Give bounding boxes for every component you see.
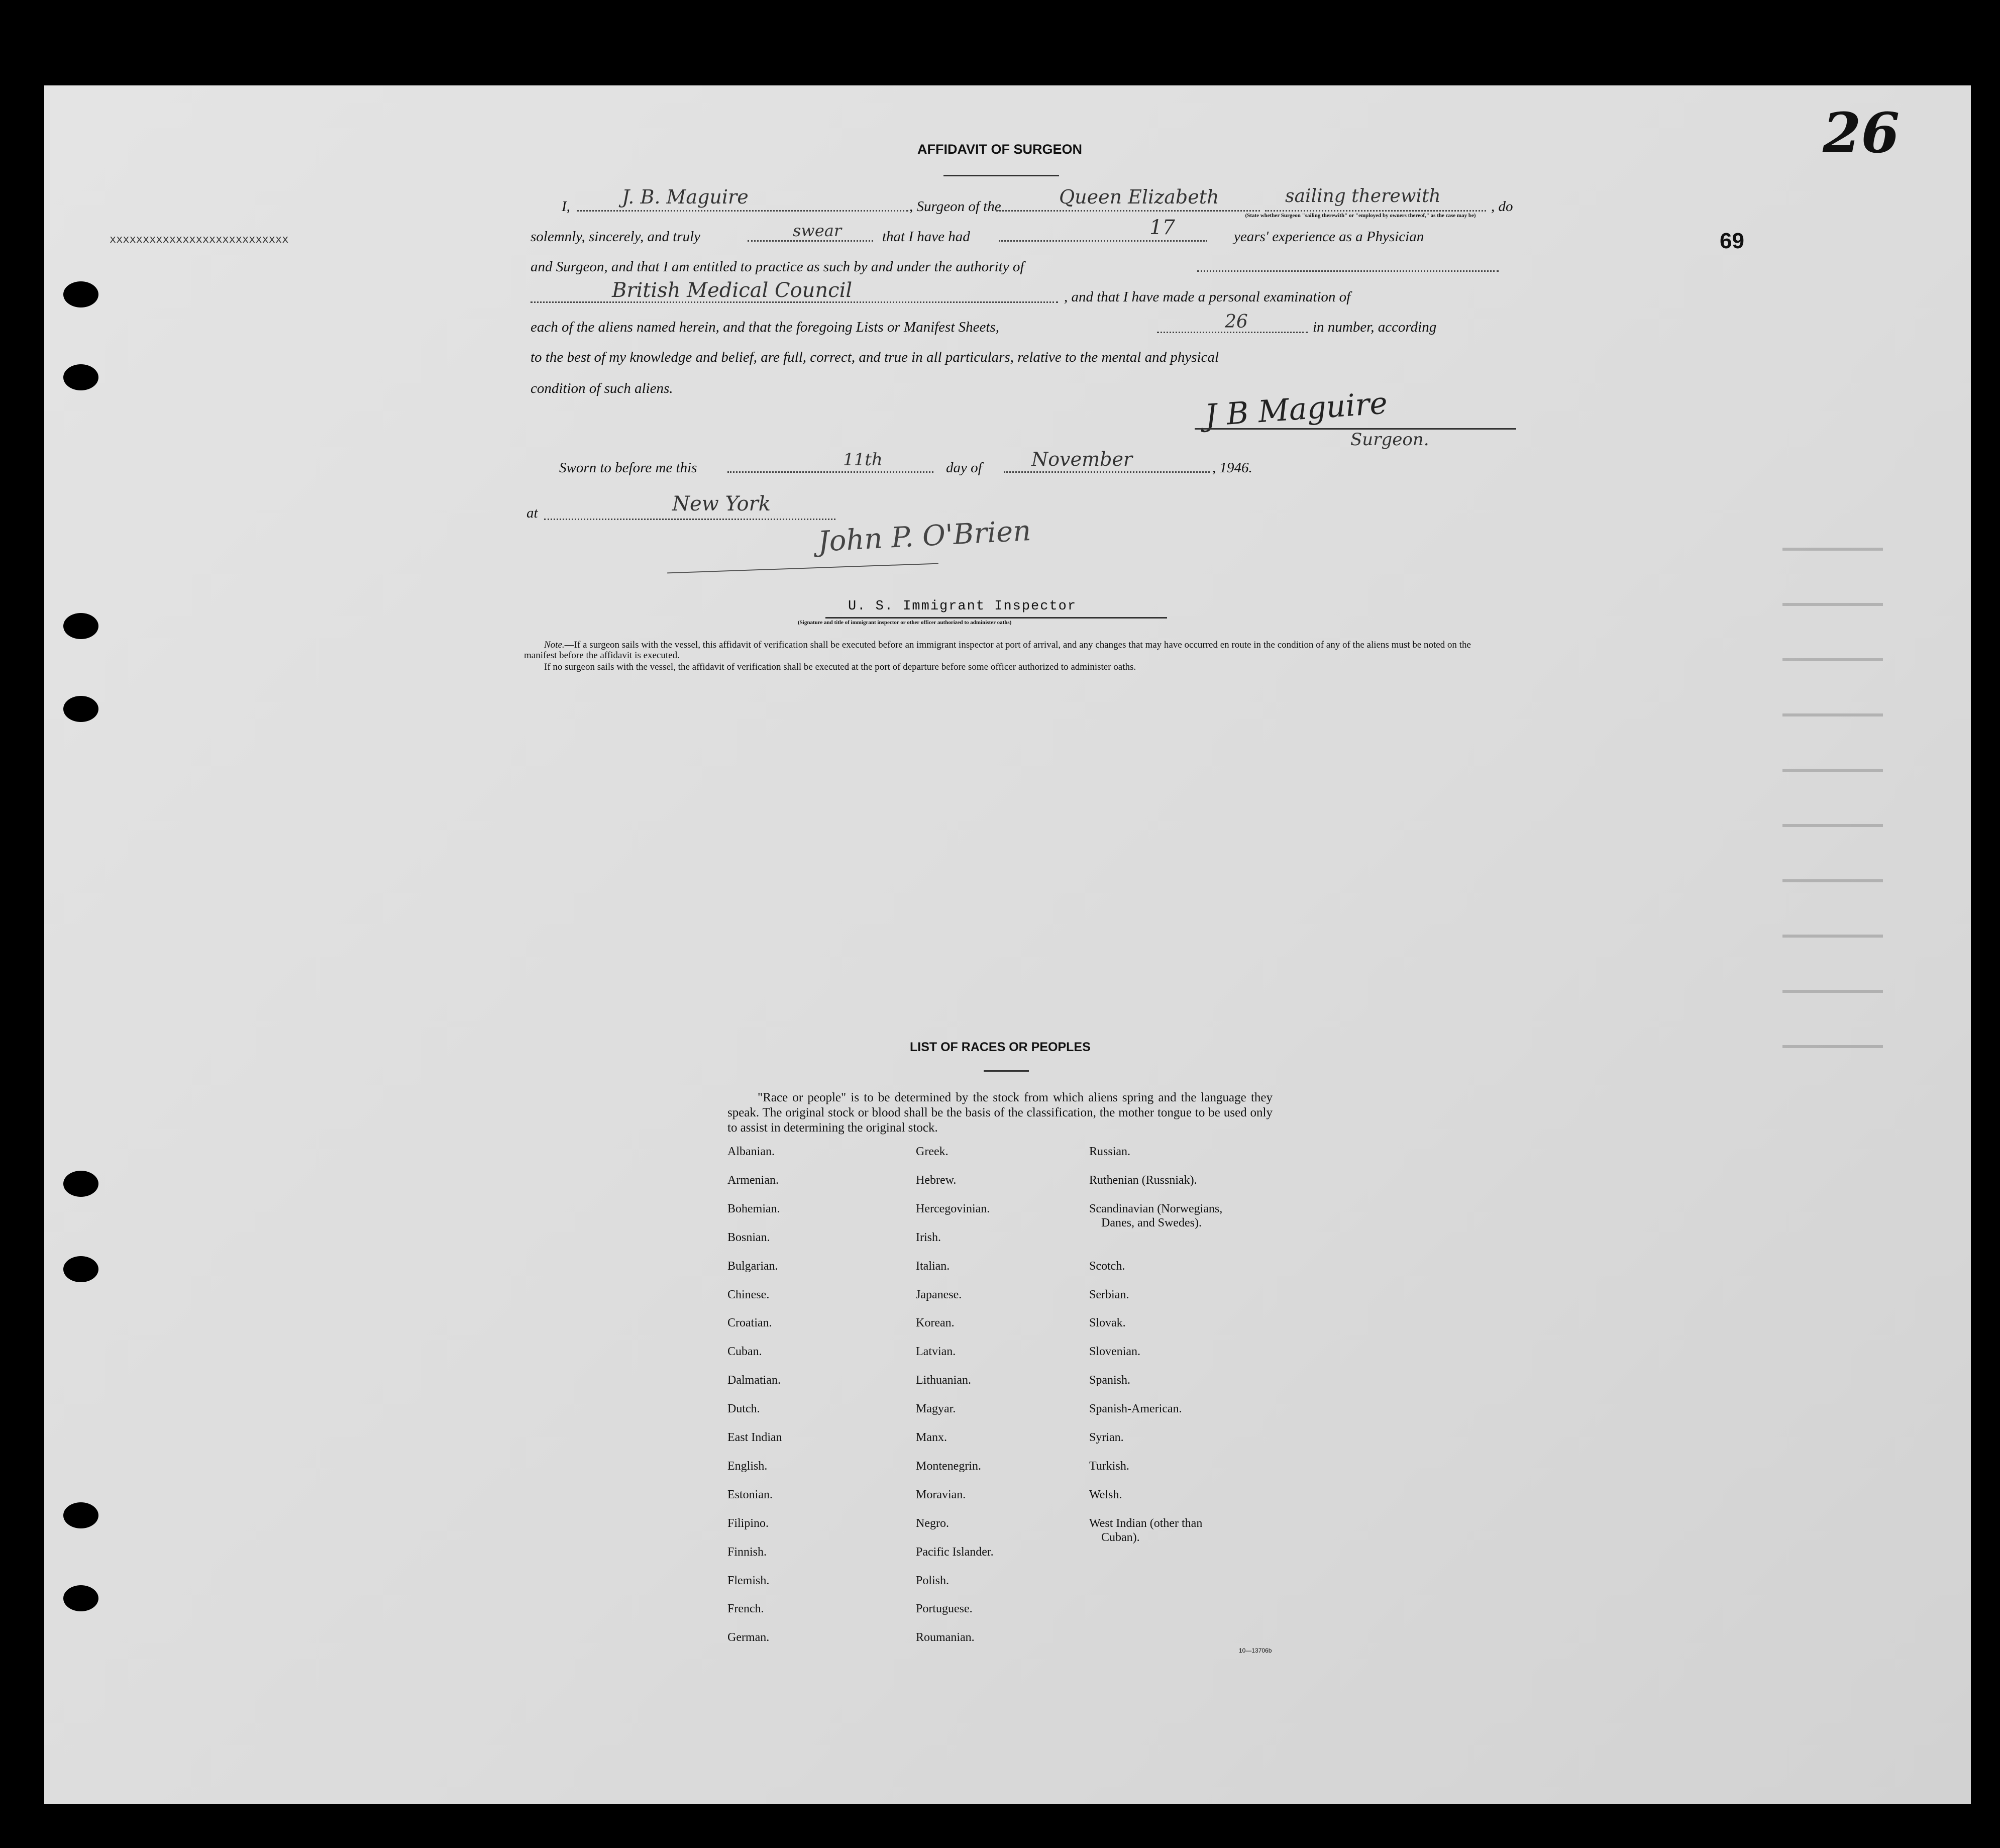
affidavit-text: each of the aliens named herein, and that the foregoing Lists or Manifest Sheets, [531,319,999,335]
race-item: Flemish. [727,1574,770,1587]
sworn-day: 11th [843,450,883,470]
footnote [524,640,1504,661]
race-item: Spanish. [1089,1374,1131,1387]
sworn-text: day of [946,460,982,476]
inspector-caption: (Signature and title of immigrant inspector or other officer authorized to administer oaths) [798,620,1012,626]
race-item: French. [727,1602,764,1616]
race-item: Polish. [916,1574,950,1587]
punch-hole [63,1502,98,1528]
affidavit-text: to the best of my knowledge and belief, are full, correct, and true in all particulars, relative to the mental and physical [531,349,1219,365]
race-item: Welsh. [1089,1488,1122,1501]
years-experience: 17 [1149,216,1175,239]
note-text: —If a surgeon sails with the vessel, this affidavit of verification shall be executed before an immigrant inspector at port of arrival, and any changes that may have occurred en route in the condition of any of the aliens must be noted on the manifest before the affidavit is executed. [524,640,1471,661]
note-label: Note. [544,640,565,650]
race-item: Korean. [916,1316,955,1330]
affidavit-text: , do [1491,198,1513,215]
signature-title: Surgeon. [1350,430,1429,450]
vessel-name: Queen Elizabeth [1059,186,1219,208]
punch-hole [63,1585,98,1611]
race-item: Bohemian. [727,1202,780,1215]
edge-marks [1782,518,1883,1095]
punch-hole [63,364,98,390]
race-item: Spanish-American. [1089,1402,1182,1416]
affidavit-text: , and that I have made a personal examination of [1064,289,1351,305]
surgeon-signature: J B Maguire [1204,385,1389,434]
affidavit-text: I, [562,198,570,215]
at-label: at [527,505,538,521]
race-item: Roumanian. [916,1631,975,1645]
race-item: Magyar. [916,1402,956,1416]
race-item: Dalmatian. [727,1374,781,1387]
oath-word: swear [793,221,842,240]
race-item: Pacific Islander. [916,1545,994,1559]
footnote-second: If no surgeon sails with the vessel, the affidavit of verification shall be executed at the port of departure before some officer authorized to administer oaths. [544,662,1136,672]
sailing-status: sailing therewith [1285,186,1441,207]
races-intro: "Race or people" is to be determined by the stock from which aliens spring and the language they speak. The original stock or blood shall be the basis of the classification, the mother tongue to be used only to assist in determining the original stock. [727,1091,1273,1135]
race-item: Chinese. [727,1288,770,1301]
race-item: Negro. [916,1516,949,1530]
race-item: Croatian. [727,1316,772,1330]
race-item: Scotch. [1089,1259,1125,1273]
document-page [44,85,1971,1804]
race-item: Latvian. [916,1345,956,1359]
surgeon-name: J. B. Maguire [622,186,749,208]
fill-line [996,210,1260,212]
affidavit-text: solemnly, sincerely, and truly [531,229,701,245]
inspector-underline [667,563,938,574]
fill-line [1265,210,1486,212]
form-code: 10—13706b [1239,1647,1272,1654]
race-item: Greek. [916,1145,949,1158]
title-rule [943,175,1059,176]
fill-line [1197,270,1499,272]
race-item: Ruthenian (Russniak). [1089,1173,1197,1187]
race-item: Manx. [916,1431,947,1444]
race-item: Bosnian. [727,1230,770,1244]
race-item: English. [727,1459,768,1473]
sheet-count: 26 [1225,312,1248,332]
affidavit-text: and Surgeon, and that I am entitled to practice as such by and under the authority of [531,259,1024,275]
fill-line [999,240,1207,242]
race-item: Scandinavian (Norwegians, Danes, and Swedes). [1089,1202,1223,1229]
race-item: Slovak. [1089,1316,1126,1330]
race-item: Russian. [1089,1145,1131,1158]
race-item: Japanese. [916,1288,962,1301]
fill-line [544,519,835,520]
race-item: Estonian. [727,1488,773,1501]
race-item: Moravian. [916,1488,966,1501]
race-item: Albanian. [727,1145,775,1158]
race-item: Dutch. [727,1402,760,1416]
fill-line [748,240,873,242]
corner-number: 26 [1823,100,1900,165]
punch-hole [63,281,98,307]
race-item: Finnish. [727,1545,767,1559]
sworn-month: November [1031,448,1133,470]
licensing-authority: British Medical Council [612,279,853,302]
race-item: Italian. [916,1259,950,1273]
race-item: German. [727,1631,770,1645]
race-item: Montenegrin. [916,1459,981,1473]
fill-line [1004,471,1210,473]
race-item: Serbian. [1089,1288,1129,1301]
races-title: LIST OF RACES OR PEOPLES [910,1040,1091,1054]
punch-hole [63,1171,98,1197]
race-item: Portuguese. [916,1602,973,1616]
inspector-line [825,617,1167,619]
punch-hole [63,696,98,722]
state-note: (State whether Surgeon "sailing therewith" or "employed by owners thereof," as the case may be) [1245,213,1476,219]
race-item: Syrian. [1089,1431,1124,1444]
race-item: Irish. [916,1230,941,1244]
race-item: Armenian. [727,1173,779,1187]
inspector-title: U. S. Immigrant Inspector [848,599,1077,614]
race-item: West Indian (other than Cuban). [1089,1516,1203,1544]
race-item: Slovenian. [1089,1345,1140,1359]
races-rule [984,1070,1029,1072]
sworn-text: Sworn to before me this [559,460,697,476]
punch-hole [63,1256,98,1282]
fill-line [577,210,908,212]
affidavit-text: , Surgeon of the [909,198,1001,215]
inspector-signature: John P. O'Brien [817,514,1032,559]
sworn-year: , 1946. [1212,460,1252,476]
affidavit-title: AFFIDAVIT OF SURGEON [917,142,1082,157]
race-item: Cuban. [727,1345,762,1359]
race-item: East Indian [727,1431,782,1444]
punch-hole [63,613,98,639]
race-item: Bulgarian. [727,1259,778,1273]
affidavit-text: in number, according [1313,319,1437,335]
race-item: Filipino. [727,1516,769,1530]
race-item: Hercegovinian. [916,1202,990,1215]
race-item: Lithuanian. [916,1374,971,1387]
affidavit-text: condition of such aliens. [531,380,673,396]
page-number: 69 [1720,229,1744,253]
affidavit-text: years' experience as a Physician [1234,229,1424,245]
race-item: Turkish. [1089,1459,1129,1473]
x-line: xxxxxxxxxxxxxxxxxxxxxxxxxxx [110,234,289,246]
fill-line [727,471,933,473]
race-item: Hebrew. [916,1173,957,1187]
affidavit-text: that I have had [882,229,970,245]
sworn-place: New York [672,492,771,516]
